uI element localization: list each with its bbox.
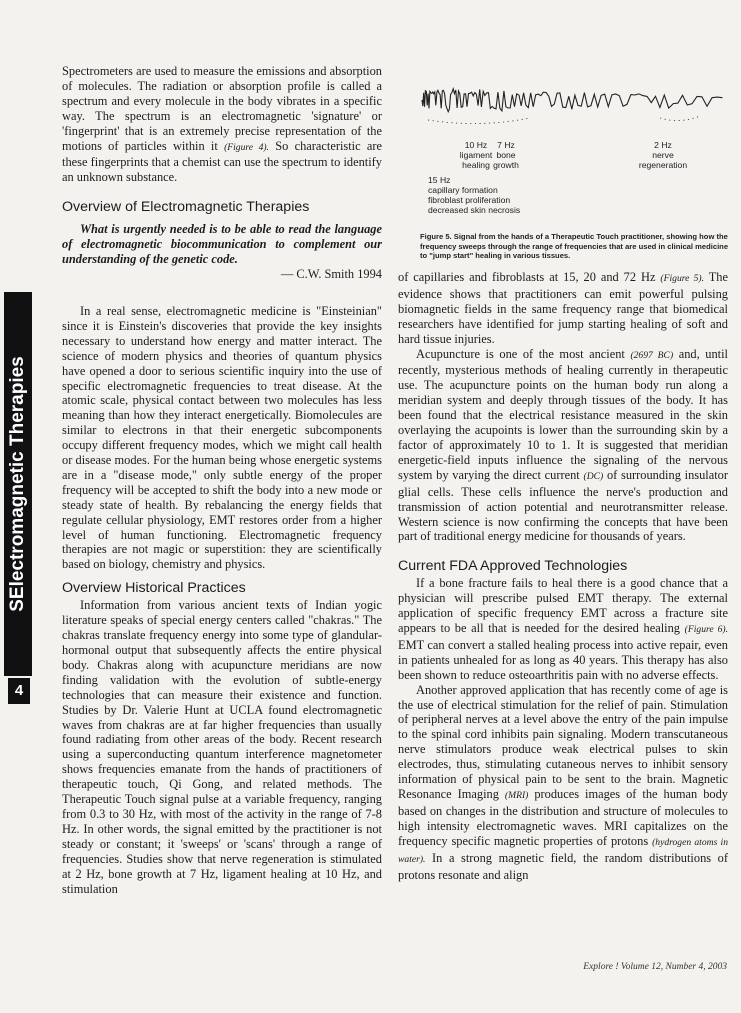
- intro-figure-ref: (Figure 4).: [224, 141, 269, 153]
- continued-figure-ref: (Figure 5).: [660, 273, 705, 284]
- label-15hz: 15 Hz: [428, 175, 451, 185]
- fda-figure-ref: (Figure 6).: [684, 624, 728, 636]
- acupuncture-text-c: of surrounding insulator glial cells. These cells influence the nerve's production and transmission of action potential and neurotransmitter release. Western science is now confirming the concepts that have been part of traditional energy medicine for thousands of years.: [398, 467, 728, 544]
- label-necrosis: decreased skin necrosis: [428, 205, 521, 215]
- heading-history: Overview Historical Practices: [62, 580, 246, 597]
- epigraph-quote: What is urgently needed is to be able to read the language of electromagnetic biocommunication to complement our understanding of the genetic code.: [62, 222, 382, 267]
- quote-attribution: — C.W. Smith 1994: [280, 266, 382, 281]
- footer-citation: Explore ! Volume 12, Number 4, 2003: [583, 962, 727, 972]
- fda-paragraph: [398, 576, 728, 682]
- heading-fda: Current FDA Approved Technologies: [398, 558, 628, 575]
- pain-ref: (hydrogen atoms in water).: [398, 836, 728, 865]
- pain-text-c: In a strong magnetic field, the random distributions of protons resonate and align: [398, 850, 728, 882]
- einstein-paragraph: In a real sense, electromagnetic medicine is "Einsteinian" since it is Einstein's discoveries that provide the key insights necessary to understand how energy and matter interact. The science of modern physics and theories of quantum physics have opened a door to serious scientific inquiry into the use of specific electromagnetic frequencies to treat disease. At the atomic scale, physical contact between two molecules has less meaning than how they interact energetically. Biomolecules are similar to electrons in that their energetic subcomponents occupy different frequency modes, which we might call health or disease modes. For the human being whose energetic systems are in a "disease mode," only subtle energy of the proper frequency will be accepted to shift the body into a new mode or steady state of health. By rebalancing the energy fields that regulate cellular physiology, EMT restores order from a higher level of human functioning. Electromagnetic frequency therapies are not magic or superstition: they are scientifically based on biology, chemistry and physics.: [62, 303, 382, 572]
- acupuncture-dc: (DC): [583, 470, 604, 482]
- pain-paragraph: [398, 683, 728, 883]
- left-column: [62, 64, 382, 896]
- pain-text-b: produces images of the human body based on changes in the distribution and structure of molecules to high intensity electromagnetic waves. MRI capitalizes on the frequency specific magnetic properties of protons: [398, 787, 728, 848]
- intro-tail: So characteristic are these fingerprints that a chemist can use the spectrum to identify an unknown substance.: [62, 138, 382, 185]
- label-capillary: capillary formation: [428, 185, 498, 195]
- fda-text-a: If a bone fracture fails to heal there is a good chance that a physician will prescribe pulsed EMT therapy. The external application of specific frequency EMT across a fracture site appears to be all that is needed for the desired healing: [398, 576, 728, 636]
- section-title: SElectromagnetic Therapies: [7, 356, 28, 612]
- fda-text-b: EMT can convert a stalled healing process into active repair, even in patients unhealed for as long as 40 years. This therapy has also been shown to reduce osteoarthritis pain with no adverse effects.: [398, 637, 728, 682]
- intro-text: Spectrometers are used to measure the emissions and absorption of molecules. The radiation or absorption profile is called a spectrum and every molecule in the body vibrates in a specific way. The spectrum is an electromagnetic 'signature' or 'fingerprint' that is an extremely precise representation of the motions of particles within it: [62, 64, 382, 153]
- pain-mri: (MRI): [504, 790, 529, 801]
- label-7hz: 7 Hz: [497, 140, 515, 150]
- continued-text: of capillaries and fibroblasts at 15, 20 and 72 Hz: [398, 270, 656, 284]
- continued-paragraph: [398, 270, 728, 347]
- label-healing: healing: [462, 160, 490, 170]
- acupuncture-text-b: and, until recently, mysterious methods of healing currently in therapeutic use. The acupuncture points on the human body run along a meridian system and deeply through tissues of the body. It has been found that the electrical resistance measured in the skin overlaying the acupoints is lower than the surrounding skin by a factor of approximately 10 to 1. It is suggested that meridian energetic-field inputs influence the signaling of the nervous system by varying the direct current: [398, 346, 728, 482]
- right-column: [398, 270, 728, 882]
- label-fibroblast: fibroblast proliferation: [428, 195, 511, 205]
- label-regeneration: regeneration: [638, 160, 688, 170]
- history-paragraph: Information from various ancient texts of Indian yogic literature speaks of special energy centers called "chakras." The chakras translate frequency energy into some type of glandular-hormonal output that subsequently affects the entire physical body. Chakras along with acupuncture meridians are now finding validation with the evolution of subtle-energy technologies that can measure their existence and function. Studies by Dr. Valerie Hunt at UCLA found electromagnetic waves from chakras are at far higher frequencies than usually found radiating from other areas of the body. Recent research using a superconducting quantum interference magnetometer shows frequencies emanate from the hands of practitioners of therapeutic touch, Qi Gong, and related methods. The Therapeutic Touch signal pulse at a variable frequency, ranging from 0.3 to 30 Hz, with most of the activity in the range of 7-8 Hz. In other words, the signal emitted by the practitioner is not steady or constant; it 'sweeps' or 'scans' through a range of frequencies. Studies show that nerve regeneration is stimulated at 2 Hz, bone growth at 7 Hz, ligament healing at 10 Hz, and stimulation: [62, 598, 382, 896]
- intro-paragraph: [62, 64, 382, 185]
- heading-overview: Overview of Electromagnetic Therapies: [62, 199, 310, 216]
- label-bone: bone: [496, 150, 516, 160]
- label-growth: growth: [493, 160, 519, 170]
- page-number: 4: [8, 678, 30, 704]
- pain-text-a: Another approved application that has recently come of age is the use of electrical stimulation for the relief of pain. Stimulation of peripheral nerves at a level above the entry of the pain impulse to the spinal cord inhibits pain signaling. Modern transcutaneous nerve stimulators produce weak electrical pulses to skin electrodes, thus, stimulating cutaneous nerves to inhibit sensory information of physical pain to be sent to the brain. Magnetic Resonance Imaging: [398, 682, 728, 801]
- acupuncture-text-a: Acupuncture is one of the most ancient: [416, 346, 631, 361]
- signal-trace: [420, 86, 730, 146]
- acupuncture-date: (2697 BC): [630, 349, 674, 361]
- section-spine: [4, 292, 32, 676]
- label-nerve: nerve: [652, 150, 674, 160]
- label-10hz: 10 Hz: [464, 140, 488, 150]
- acupuncture-paragraph: [398, 347, 728, 545]
- label-2hz: 2 Hz: [654, 140, 672, 150]
- continued-tail: The evidence shows that practitioners can emit powerful pulsing biomagnetic fields in the same frequency range that biomedical researchers have identified for jump starting healing of soft and hard tissue injuries.: [398, 270, 728, 346]
- label-ligament: ligament: [459, 150, 493, 160]
- figure-caption: Figure 5. Signal from the hands of a Therapeutic Touch practitioner, showing how the frequency sweeps through the range of frequencies that are used in clinical medicine to "jump start" healing in various tissues.: [420, 232, 729, 261]
